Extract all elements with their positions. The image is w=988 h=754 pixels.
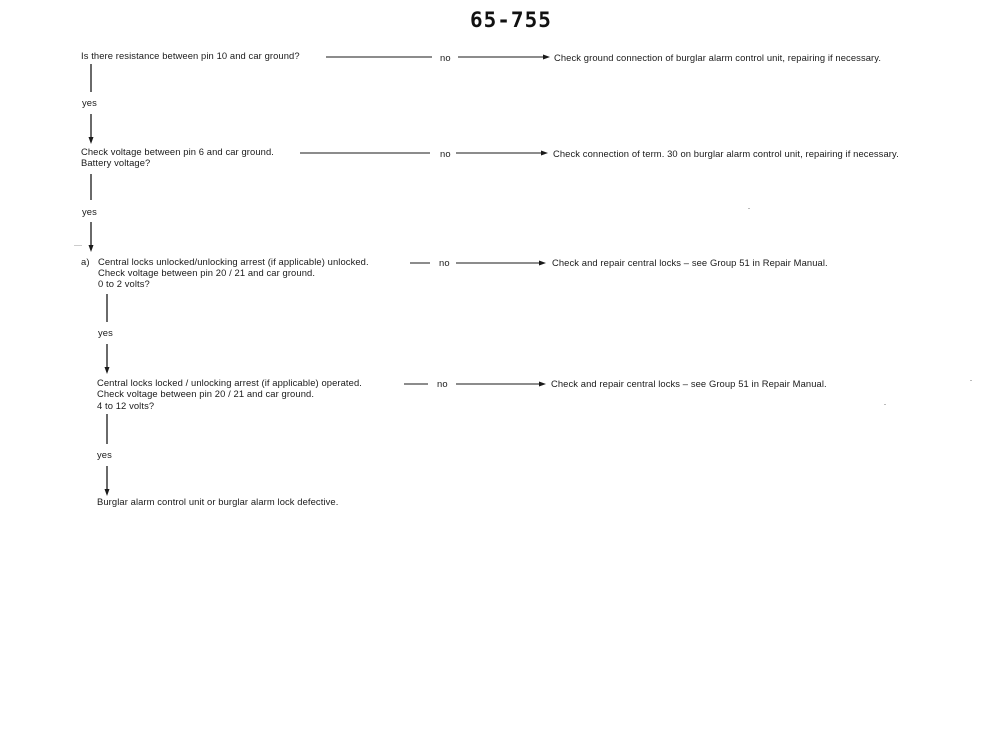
page-number: 65-755 bbox=[470, 8, 552, 32]
scan-speck bbox=[884, 404, 886, 405]
q4-yes-label: yes bbox=[97, 449, 112, 460]
scan-speck bbox=[748, 208, 750, 209]
q2-action: Check connection of term. 30 on burglar alarm control unit, repairing if necessary. bbox=[553, 148, 899, 159]
q2-question-line2: Battery voltage? bbox=[81, 157, 151, 168]
q1-no-label: no bbox=[440, 52, 451, 63]
q1-question: Is there resistance between pin 10 and car ground? bbox=[81, 50, 300, 61]
final-result: Burglar alarm control unit or burglar alarm lock defective. bbox=[97, 496, 339, 507]
q4-question-line3: 4 to 12 volts? bbox=[97, 400, 155, 411]
q1-action: Check ground connection of burglar alarm control unit, repairing if necessary. bbox=[554, 52, 882, 63]
q1-no-arrowhead bbox=[543, 55, 550, 60]
scan-speck bbox=[970, 380, 972, 381]
q4-yes-arrowhead bbox=[105, 489, 110, 496]
q2-no-label: no bbox=[440, 148, 451, 159]
q4-action: Check and repair central locks – see Group 51 in Repair Manual. bbox=[551, 378, 827, 389]
q4-question-line2: Check voltage between pin 20 / 21 and car ground. bbox=[97, 388, 315, 399]
q2-yes-arrowhead bbox=[89, 245, 94, 252]
q1-yes-label: yes bbox=[82, 97, 97, 108]
q2-question-line1: Check voltage between pin 6 and car ground. bbox=[81, 146, 274, 157]
scan-speck bbox=[74, 245, 82, 246]
q3-question-line1: Central locks unlocked/unlocking arrest (if applicable) unlocked. bbox=[98, 256, 369, 267]
q3-question-line3: 0 to 2 volts? bbox=[98, 278, 150, 289]
q4-question-line1: Central locks locked / unlocking arrest (if applicable) operated. bbox=[97, 377, 362, 388]
q2-no-arrowhead bbox=[541, 151, 548, 156]
q3-yes-label: yes bbox=[98, 327, 113, 338]
q1-yes-arrowhead bbox=[89, 137, 94, 144]
q2-yes-label: yes bbox=[82, 206, 97, 217]
q4-no-label: no bbox=[437, 378, 448, 389]
q3-yes-arrowhead bbox=[105, 367, 110, 374]
q3-action: Check and repair central locks – see Group 51 in Repair Manual. bbox=[552, 257, 828, 268]
q3-marker: a) bbox=[81, 256, 90, 267]
q3-question-line2: Check voltage between pin 20 / 21 and car ground. bbox=[98, 267, 316, 278]
q4-no-arrowhead bbox=[539, 382, 546, 387]
q3-no-label: no bbox=[439, 257, 450, 268]
q3-no-arrowhead bbox=[539, 261, 546, 266]
